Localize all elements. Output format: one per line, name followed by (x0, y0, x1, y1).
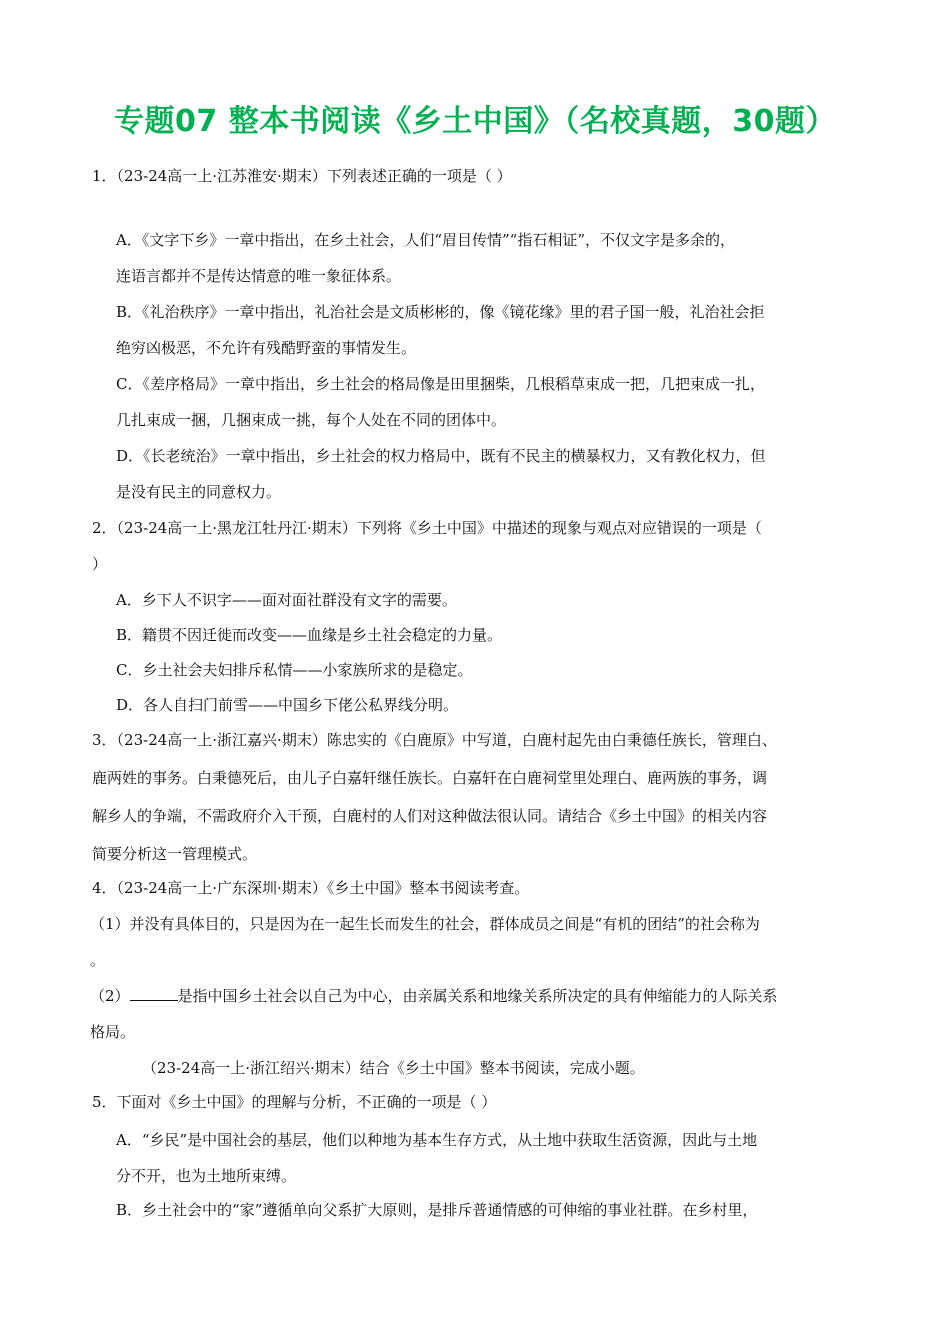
q3-line3: 解乡人的争端，不需政府介入干预，白鹿村的人们对这种做法很认同。请结合《乡土中国》的相关内容 (92, 807, 768, 825)
q3-line1: 3．（23-24高一上·浙江嘉兴·期末）陈忠实的《白鹿原》中写道，白鹿村起先由白秉德任族长，管理白、 (92, 731, 777, 749)
q1-stem: 1．（23-24高一上·江苏淮安·期末）下列表述正确的一项是（ ） (92, 167, 512, 185)
q1-option-d-line1: D．《长老统治》一章中指出，乡土社会的权力格局中，既有不民主的横暴权力，又有教化权力，但 (116, 447, 766, 465)
section-intro: （23-24高一上·浙江绍兴·期末）结合《乡土中国》整本书阅读，完成小题。 (142, 1059, 645, 1077)
page-title: 专题07 整本书阅读《乡土中国》（名校真题，30题） (114, 104, 836, 139)
q1-option-b-line1: B．《礼治秩序》一章中指出，礼治社会是文质彬彬的，像《镜花缘》里的君子国一般，礼治社会拒 (116, 303, 765, 321)
q5-option-a-line2: 分不开，也为土地所束缚。 (116, 1167, 297, 1185)
q2-stem-line1: 2．（23-24高一上·黑龙江牡丹江·期末）下列将《乡土中国》中描述的现象与观点对应错误的一项是（ (92, 519, 762, 537)
q3-line4: 简要分析这一管理模式。 (92, 845, 258, 863)
q4-stem: 4．（23-24高一上·广东深圳·期末）《乡土中国》整本书阅读考查。 (92, 879, 530, 897)
q1-option-a-line2: 连语言都并不是传达情意的唯一象征体系。 (116, 267, 402, 285)
q4-part2-line2: 格局。 (90, 1023, 136, 1041)
q2-option-a: A．乡下人不识字——面对面社群没有文字的需要。 (116, 591, 457, 609)
q1-option-b-line2: 绝穷凶极恶，不允许有残酷野蛮的事情发生。 (116, 339, 417, 357)
q4-part1-line2: 。 (90, 951, 106, 969)
q5-option-b-line1: B．乡土社会中的“家”遵循单向父系扩大原则，是排斥普通情感的可伸缩的事业社群。在乡村里， (116, 1201, 758, 1219)
q2-option-d: D．各人自扫门前雪——中国乡下佬公私界线分明。 (116, 696, 459, 714)
q1-option-a-line1: A．《文字下乡》一章中指出，在乡土社会，人们“眉目传情”“指石相证”，不仅文字是多余的， (116, 231, 736, 249)
fill-in-blank (130, 986, 178, 1001)
q2-option-c: C．乡土社会夫妇排斥私情——小家族所求的是稳定。 (116, 661, 473, 679)
q4-part2-text: 是指中国乡土社会以自己为中心，由亲属关系和地缘关系所决定的具有伸缩能力的人际关系 (177, 987, 778, 1005)
q1-option-c-line2: 几扎束成一捆，几捆束成一挑，每个人处在不同的团体中。 (116, 411, 507, 429)
q2-stem-line2: ） (92, 555, 108, 573)
q4-part2-line1 (90, 986, 778, 1006)
q4-part1-line1: （1）并没有具体目的，只是因为在一起生长而发生的社会，群体成员之间是“有机的团结”的社会称为 (90, 915, 760, 933)
q3-line2: 鹿两姓的事务。白秉德死后，由儿子白嘉轩继任族长。白嘉轩在白鹿祠堂里处理白、鹿两族的事务，调 (92, 769, 768, 787)
q5-stem: 5．下面对《乡土中国》的理解与分析，不正确的一项是（ ） (92, 1093, 497, 1111)
q2-option-b: B．籍贯不因迁徙而改变——血缘是乡土社会稳定的力量。 (116, 626, 503, 644)
q5-option-a-line1: A．“乡民”是中国社会的基层，他们以种地为基本生存方式，从土地中获取生活资源，因此与土地 (116, 1131, 758, 1149)
q4-part2-prefix: （2） (90, 987, 130, 1005)
q1-option-d-line2: 是没有民主的同意权力。 (116, 483, 282, 501)
q1-option-c-line1: C．《差序格局》一章中指出，乡土社会的格局像是田里捆柴，几根稻草束成一把，几把束成一扎， (116, 375, 765, 393)
